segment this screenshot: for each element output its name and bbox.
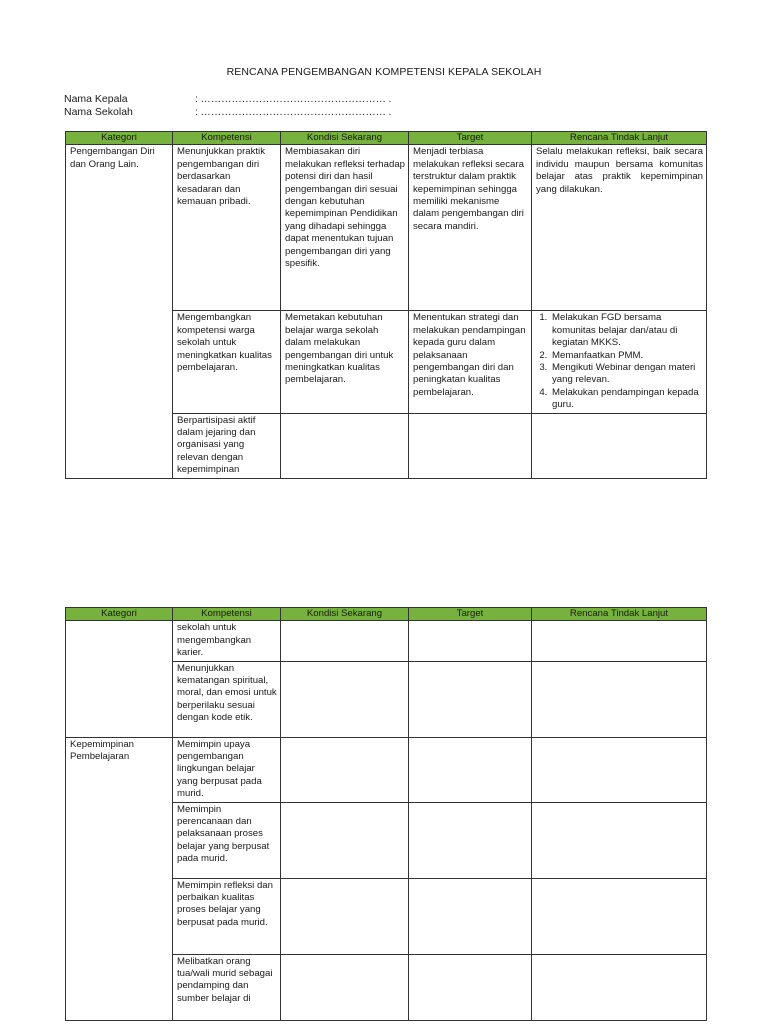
kondisi-cell (281, 878, 409, 954)
kompetensi-cell: Melibatkan orang tua/wali murid sebagai pendamping dan sumber belajar di (173, 954, 281, 1020)
table-header-row (66, 608, 707, 621)
header-kategori: Kategori (66, 608, 173, 621)
target-cell (409, 802, 532, 878)
nama-sekolah-label: Nama Sekolah (64, 106, 133, 118)
header-kondisi-sekarang: Kondisi Sekarang (281, 132, 409, 145)
target-cell (409, 621, 532, 661)
rencana-cell (532, 737, 707, 802)
table-row (66, 621, 707, 661)
list-item: 2. Memanfaatkan PMM. (550, 350, 703, 362)
kondisi-cell (281, 737, 409, 802)
competency-table-page-1 (65, 131, 707, 479)
page-title: RENCANA PENGEMBANGAN KOMPETENSI KEPALA SEKOLAH (226, 66, 542, 78)
header-kompetensi: Kompetensi (173, 132, 281, 145)
kompetensi-cell: Mengembangkan kompetensi warga sekolah untuk meningkatkan kualitas pembelajaran. (173, 311, 281, 413)
rencana-cell (532, 954, 707, 1020)
header-kondisi-sekarang: Kondisi Sekarang (281, 608, 409, 621)
rencana-cell (532, 878, 707, 954)
nama-sekolah-value: : ……………………………………………… . (195, 106, 392, 118)
table-row (66, 737, 707, 802)
kategori-cell: Pengembangan Diri dan Orang Lain. (66, 145, 173, 478)
rencana-cell: Selalu melakukan refleksi, baik secara individu maupun bersama komunitas belajar atas praktik kepemimpinan yang dilakukan. (532, 145, 707, 311)
kondisi-cell: Membiasakan diri melakukan refleksi terhadap potensi diri dan hasil pengembangan diri sesuai dengan kebutuhan kepemimpinan Pendidikan yang dihadapi sehingga dapat menentukan tujuan pengembangan diri yang spesifik. (281, 145, 409, 311)
rencana-list (536, 312, 703, 411)
table-header-row (66, 132, 707, 145)
kompetensi-cell: sekolah untuk mengembangkan karier. (173, 621, 281, 661)
header-rencana-tindak-lanjut: Rencana Tindak Lanjut (532, 132, 707, 145)
kategori-cell: Kepemimpinan Pembelajaran (66, 737, 173, 1020)
kompetensi-cell: Memimpin upaya pengembangan lingkungan belajar yang berpusat pada murid. (173, 737, 281, 802)
kompetensi-cell: Memimpin refleksi dan perbaikan kualitas proses belajar yang berpusat pada murid. (173, 878, 281, 954)
rencana-cell (532, 311, 707, 413)
nama-kepala-value: : ……………………………………………… . (195, 93, 392, 105)
kompetensi-cell: Memimpin perencanaan dan pelaksanaan proses belajar yang berpusat pada murid. (173, 802, 281, 878)
rencana-cell (532, 802, 707, 878)
target-cell: Menentukan strategi dan melakukan pendampingan kepada guru dalam pelaksanaan pengembangan diri dan peningkatan kualitas pembelajaran. (409, 311, 532, 413)
header-target: Target (409, 132, 532, 145)
kondisi-cell (281, 954, 409, 1020)
competency-table-page-2 (65, 607, 707, 1021)
kategori-cell (66, 621, 173, 737)
nama-kepala-label: Nama Kepala (64, 93, 128, 105)
header-rencana-tindak-lanjut: Rencana Tindak Lanjut (532, 608, 707, 621)
rencana-cell (532, 621, 707, 661)
kondisi-cell (281, 661, 409, 737)
kondisi-cell: Memetakan kebutuhan belajar warga sekolah dalam melakukan pengembangan diri untuk meningkatkan kualitas pembelajaran. (281, 311, 409, 413)
kompetensi-cell: Menunjukkan praktik pengembangan diri berdasarkan kesadaran dan kemauan pribadi. (173, 145, 281, 311)
kondisi-cell (281, 802, 409, 878)
target-cell (409, 954, 532, 1020)
list-item: 1. Melakukan FGD bersama komunitas belajar dan/atau di kegiatan MKKS. (550, 312, 703, 349)
target-cell (409, 661, 532, 737)
target-cell: Menjadi terbiasa melakukan refleksi secara terstruktur dalam praktik kepemimpinan sehingga memiliki mekanisme dalam pengembangan diri secara mandiri. (409, 145, 532, 311)
list-item: 3. Mengikuti Webinar dengan materi yang relevan. (550, 362, 703, 387)
target-cell (409, 878, 532, 954)
rencana-cell (532, 661, 707, 737)
kondisi-cell (281, 413, 409, 478)
header-kompetensi: Kompetensi (173, 608, 281, 621)
kompetensi-cell: Menunjukkan kematangan spiritual, moral, dan emosi untuk berperilaku sesuai dengan kode etik. (173, 661, 281, 737)
header-kategori: Kategori (66, 132, 173, 145)
kompetensi-cell: Berpartisipasi aktif dalam jejaring dan organisasi yang relevan dengan kepemimpinan (173, 413, 281, 478)
kondisi-cell (281, 621, 409, 661)
target-cell (409, 737, 532, 802)
rencana-cell (532, 413, 707, 478)
header-target: Target (409, 608, 532, 621)
list-item: 4. Melakukan pendampingan kepada guru. (550, 387, 703, 412)
target-cell (409, 413, 532, 478)
table-row (66, 145, 707, 311)
